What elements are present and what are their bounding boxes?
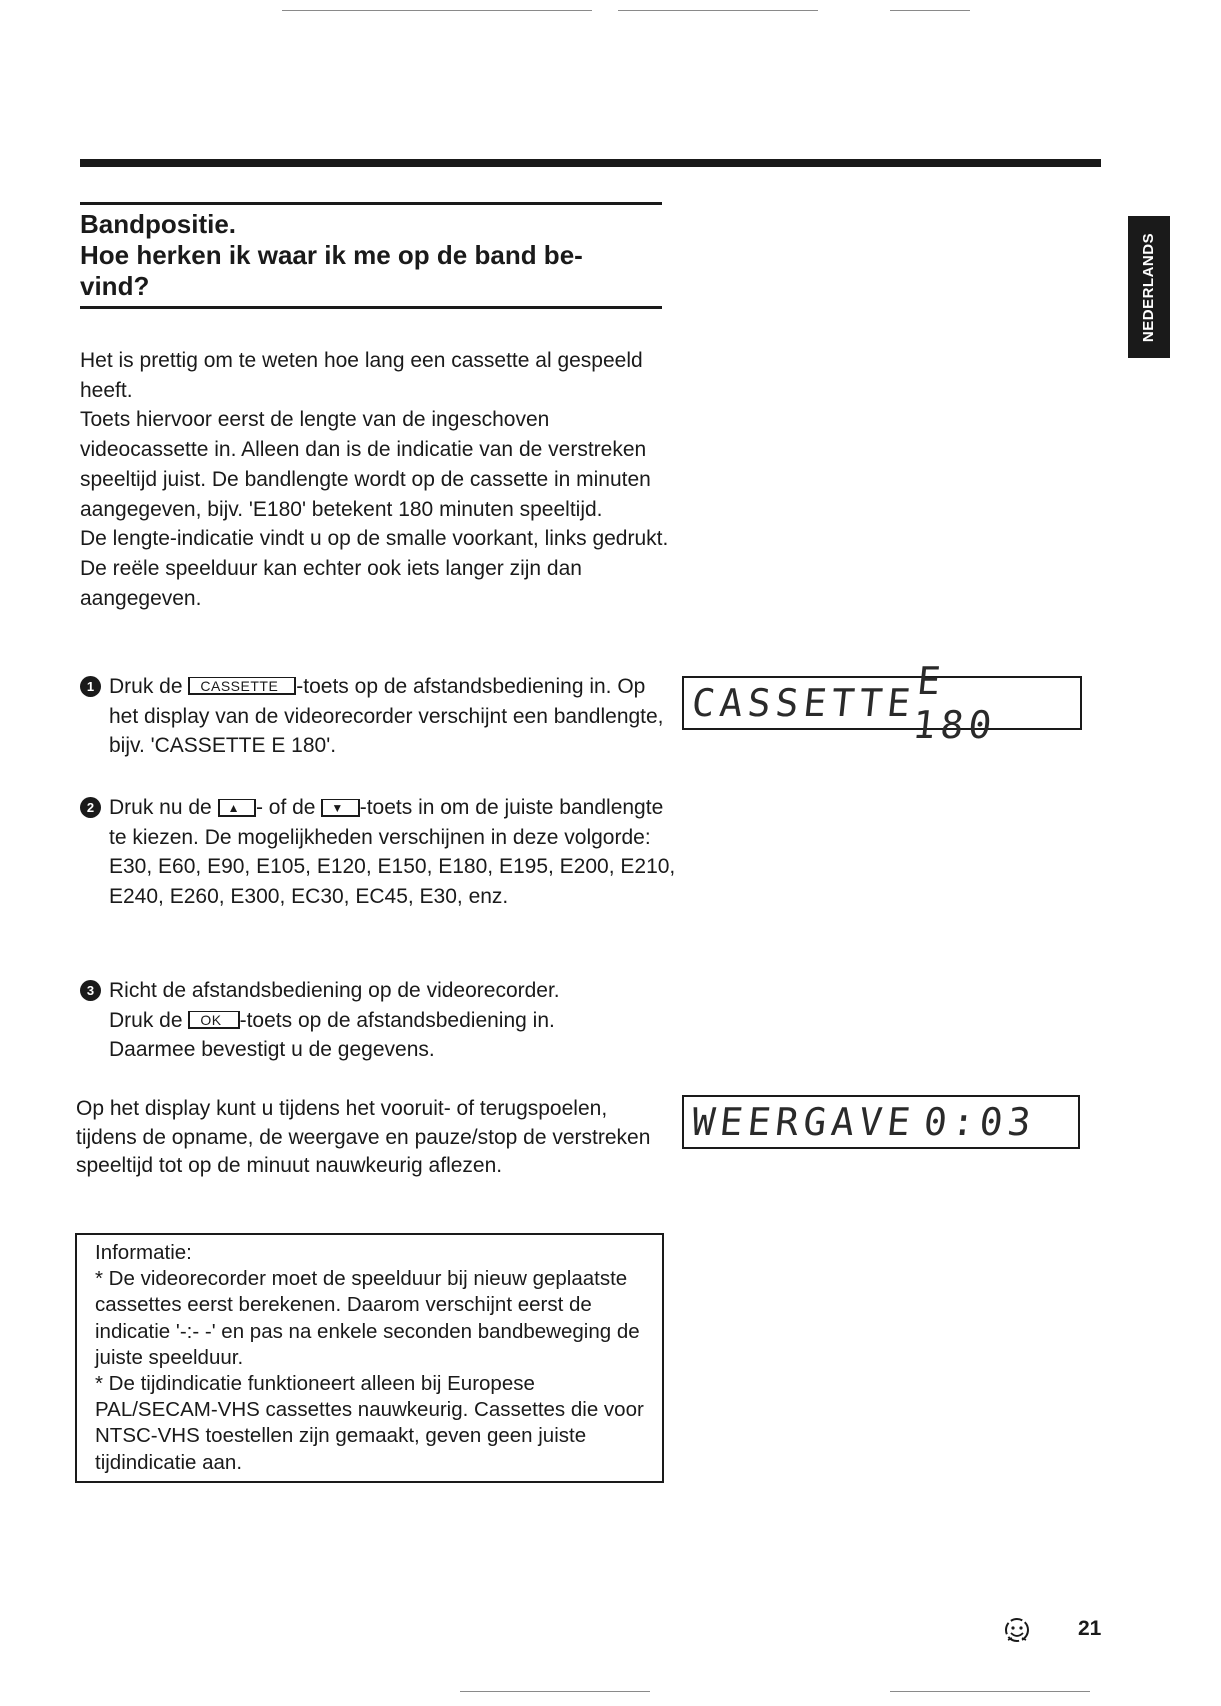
intro-paragraph: Het is prettig om te weten hoe lang een cassette al gespeeld heeft.	[80, 349, 643, 402]
display-text-left: WEERGAVE	[689, 1100, 918, 1144]
title-line: Bandpositie.	[80, 209, 237, 239]
step-line: Daarmee bevestigt u de gegevens.	[109, 1038, 435, 1061]
step-text-after: -toets op de afstandsbediening in.	[239, 1008, 555, 1032]
step-text	[109, 672, 680, 761]
step-number-badge: 2	[80, 797, 101, 818]
scan-artifact	[890, 1691, 1090, 1692]
scan-artifact	[618, 10, 818, 11]
info-item: * De tijdindicatie funktioneert alleen bij Europese PAL/SECAM-VHS cassettes nauwkeurig. Cassettes die voor NTSC-VHS toestellen zijn gemaakt, geven geen juiste tijdindicatie aan.	[95, 1372, 644, 1474]
cassette-key: CASSETTE	[188, 677, 296, 695]
title-line: Hoe herken ik waar ik me op de band be-	[80, 240, 583, 270]
intro-paragraph: Toets hiervoor eerst de lengte van de ingeschoven videocassette in. Alleen dan is de indicatie van de verstreken speeltijd juist. De bandlengte wordt op de cassette in minuten aangegeven, bijv. 'E180' betekent 180 minuten speeltijd.	[80, 408, 651, 521]
step-text-middle: - of de	[255, 796, 322, 819]
display-text-left: CASSETTE	[689, 681, 918, 725]
header-rule	[80, 159, 1101, 167]
step-text-before: Druk de	[109, 1008, 189, 1032]
down-arrow-key: ▼	[321, 799, 359, 817]
step-text-before: Druk nu de	[109, 796, 218, 819]
step-text-after: -toets in om de juiste bandlengte te kiezen. De mogelijkheden verschijnen in deze volgorde: E30, E60, E90, E105, E120, E150, E180, E195, E200, E210, E240, E260, E300, EC30, EC45, E30, enz.	[109, 796, 676, 908]
title-rule-bottom	[80, 306, 662, 309]
step-2	[80, 793, 680, 911]
step-text-before: Druk de	[109, 675, 189, 698]
closing-paragraph: Op het display kunt u tijdens het vooruit- of terugspoelen, tijdens de opname, de weergave en pauze/stop de verstreken speeltijd tot op de minuut nauwkeurig aflezen.	[76, 1097, 651, 1177]
language-tab	[1128, 216, 1170, 358]
step-number-badge: 1	[80, 676, 101, 697]
page-number: 21	[1078, 1617, 1102, 1640]
step-1	[80, 672, 680, 761]
display-text-right: E 180	[910, 659, 999, 747]
vcr-display-weergave	[682, 1095, 1080, 1149]
scan-artifact	[460, 1691, 650, 1692]
up-arrow-key: ▲	[218, 799, 256, 817]
info-box	[75, 1233, 664, 1483]
step-text-after: -toets op de afstandsbediening in. Op het display van de videorecorder verschijnt een bandlengte, bijv. 'CASSETTE E 180'.	[109, 675, 664, 757]
scan-artifact	[282, 10, 592, 11]
step-number-badge: 3	[80, 980, 101, 1001]
info-item: * De videorecorder moet de speelduur bij nieuw geplaatste cassettes eerst berekenen. Daarom verschijnt eerst de indicatie '-:- -' en pas na enkele seconden bandbeweging de juiste speelduur.	[95, 1267, 640, 1369]
step-3	[80, 976, 680, 1065]
title-rule-top	[80, 202, 662, 205]
step-line: Richt de afstandsbediening op de videorecorder.	[109, 979, 560, 1002]
intro-text	[80, 346, 670, 613]
page-title	[80, 209, 660, 302]
step-text	[109, 793, 680, 911]
step-text	[109, 976, 680, 1065]
step-line	[109, 1006, 680, 1036]
display-text-right: 0:03	[922, 1100, 1039, 1144]
vcr-display-cassette	[682, 659, 1082, 747]
ok-key: OK	[188, 1011, 239, 1029]
smiley-face-icon	[1003, 1616, 1031, 1646]
info-heading: Informatie:	[95, 1241, 192, 1264]
title-line: vind?	[80, 271, 150, 301]
language-tab-label: NEDERLANDS	[1140, 232, 1158, 342]
intro-paragraph: De lengte-indicatie vindt u op de smalle voorkant, links gedrukt. De reële speelduur kan echter ook iets langer zijn dan aangegeven.	[80, 527, 669, 610]
scan-artifact	[890, 10, 970, 11]
